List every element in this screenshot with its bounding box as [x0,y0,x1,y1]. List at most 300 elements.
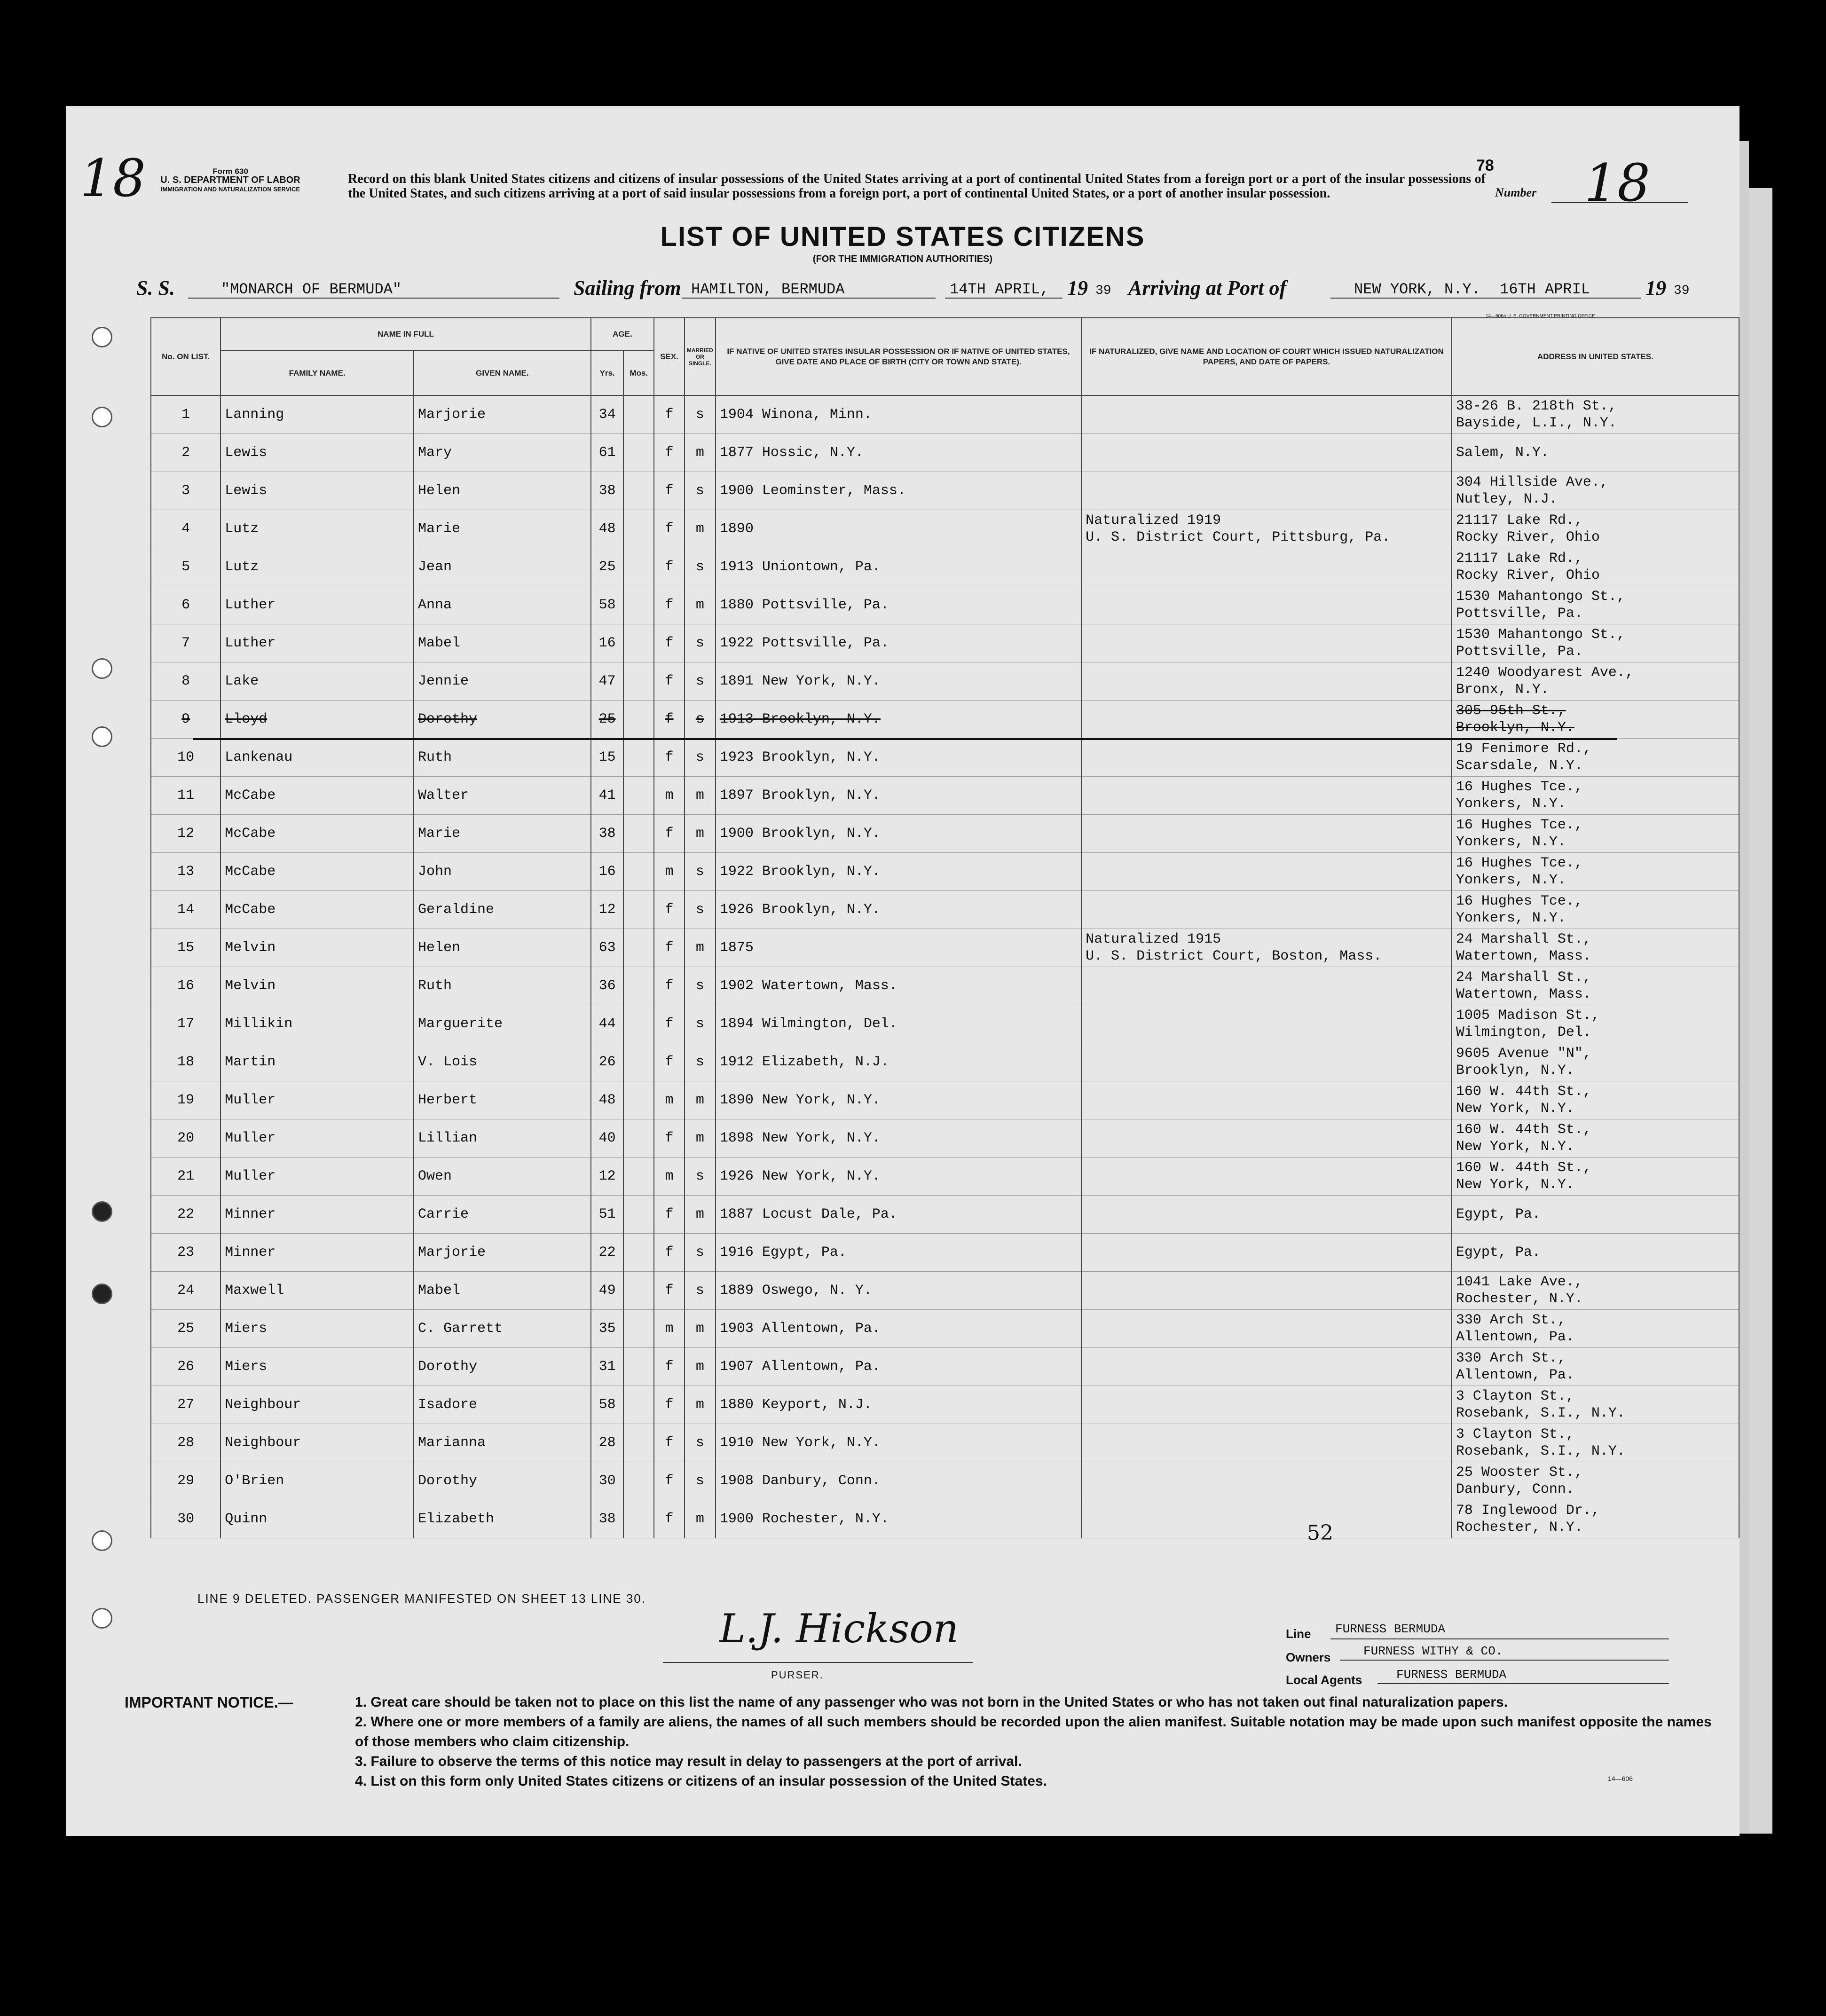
passenger-row [151,1234,1739,1272]
address-line-1: 160 W. 44th St., [1456,1160,1591,1176]
binder-hole [92,1201,112,1222]
naturalization [1081,701,1452,739]
binder-hole [92,1284,112,1304]
age-months [623,1043,654,1081]
address [1452,510,1739,548]
address-line-1: 1005 Madison St., [1456,1008,1600,1024]
age-years: 63 [591,929,624,967]
naturalization [1081,929,1452,967]
age-months [623,1234,654,1272]
family-name: Miers [220,1310,414,1348]
naturalization-line-2: U. S. District Court, Pittsburg, Pa. [1086,529,1391,545]
passenger-row [151,434,1739,472]
naturalization-line-1: Naturalized 1919 [1086,512,1221,528]
passenger-number: 7 [151,624,220,662]
birth-date-place: 1894 Wilmington, Del. [716,1005,1081,1043]
binder-hole [92,327,112,347]
important-notice [125,1693,1714,1791]
naturalization [1081,662,1452,701]
marital-status: m [685,510,716,548]
age-months [623,967,654,1005]
birth-date-place: 1902 Watertown, Mass. [716,967,1081,1005]
passenger-number: 1 [151,395,220,434]
family-name: Lewis [220,472,414,510]
passenger-number: 8 [151,662,220,701]
address-line-1: 330 Arch St., [1456,1350,1566,1366]
naturalization [1081,1158,1452,1196]
marital-status: s [685,1158,716,1196]
given-name: C. Garrett [414,1310,591,1348]
age-months [623,1386,654,1424]
naturalization [1081,1043,1452,1081]
list-subtitle: (FOR THE IMMIGRATION AUTHORITIES) [812,254,993,264]
passenger-row [151,739,1739,777]
marital-status: m [685,1386,716,1424]
birth-date-place: 1900 Leominster, Mass. [716,472,1081,510]
number-underline [1551,202,1688,203]
age-months [623,472,654,510]
birth-date-place: 1916 Egypt, Pa. [716,1234,1081,1272]
notice-item-1: IMPORTANT NOTICE.— 1. Great care should be taken not to place on this list the name of any passenger who was not born in the United States or who has not taken out final naturalization papers. [125,1693,1714,1712]
passenger-row [151,586,1739,624]
date-underline [945,298,1063,299]
marital-status: m [685,586,716,624]
age-months [623,434,654,472]
naturalization [1081,1005,1452,1043]
given-name: Marie [414,510,591,548]
given-name: Marianna [414,1424,591,1462]
address-line-2: Rochester, N.Y. [1456,1291,1583,1307]
given-name: Geraldine [414,891,591,929]
address [1452,1005,1739,1043]
passenger-number: 9 [151,701,220,739]
address [1452,777,1739,815]
age-years: 35 [591,1310,624,1348]
age-months [623,1462,654,1500]
given-name: Marjorie [414,395,591,434]
sex: f [654,548,685,586]
passenger-row [151,1500,1739,1538]
age-months [623,1310,654,1348]
passenger-number: 21 [151,1158,220,1196]
passenger-number: 15 [151,929,220,967]
address-line-1: 330 Arch St., [1456,1312,1566,1328]
passenger-row [151,1005,1739,1043]
given-name: Mabel [414,624,591,662]
page-count-handwritten: 52 [1307,1521,1333,1545]
header-address: ADDRESS IN UNITED STATES. [1452,318,1739,395]
birth-date-place: 1889 Oswego, N. Y. [716,1272,1081,1310]
address [1452,701,1739,739]
header-naturalized: IF NATURALIZED, GIVE NAME AND LOCATION OF COURT WHICH ISSUED NATURALIZATION PAPERS, AND DATE OF PAPERS. [1081,318,1452,395]
address-line-2: Pottsville, Pa. [1456,644,1583,660]
naturalization [1081,1500,1452,1538]
family-name: Muller [220,1158,414,1196]
passenger-number: 11 [151,777,220,815]
marital-status: s [685,701,716,739]
marital-status: s [685,395,716,434]
passenger-number: 19 [151,1081,220,1119]
form-identifier: Form 630 U. S. DEPARTMENT OF LABOR IMMIGRATION AND NATURALIZATION SERVICE [160,167,300,193]
arrival-underline [1330,298,1641,299]
address [1452,395,1739,434]
age-years: 47 [591,662,624,701]
family-name: Lanning [220,395,414,434]
given-name: Marie [414,815,591,853]
passenger-row [151,853,1739,891]
year-prefix-2: 19 [1645,276,1666,299]
age-months [623,1081,654,1119]
passenger-row [151,1158,1739,1196]
sex: f [654,1500,685,1538]
naturalization [1081,1081,1452,1119]
header-name-in-full: NAME IN FULL [220,318,590,351]
given-name: Dorothy [414,1462,591,1500]
age-years: 44 [591,1005,624,1043]
address-line-1: 160 W. 44th St., [1456,1122,1591,1138]
binder-hole [92,1530,112,1551]
binder-hole [92,658,112,679]
age-months [623,739,654,777]
passenger-number: 12 [151,815,220,853]
family-name: Maxwell [220,1272,414,1310]
passenger-number: 14 [151,891,220,929]
passenger-number: 17 [151,1005,220,1043]
binder-hole [92,1608,112,1629]
family-name: Luther [220,624,414,662]
marital-status: s [685,1234,716,1272]
header-married: MARRIED OR SINGLE. [685,318,716,395]
age-years: 51 [591,1196,624,1234]
header-sex: SEX. [654,318,685,395]
sex: f [654,1043,685,1081]
address-line-1: 19 Fenimore Rd., [1456,741,1591,757]
header-given-name: GIVEN NAME. [414,351,591,395]
address-line-1: 25 Wooster St., [1456,1465,1583,1480]
family-name: Melvin [220,929,414,967]
birth-date-place: 1890 New York, N.Y. [716,1081,1081,1119]
address [1452,662,1739,701]
sex: f [654,1348,685,1386]
passenger-row [151,1272,1739,1310]
signature-underline [663,1662,973,1663]
age-months [623,1348,654,1386]
naturalization [1081,1386,1452,1424]
naturalization [1081,1424,1452,1462]
birth-date-place: 1891 New York, N.Y. [716,662,1081,701]
birth-date-place: 1903 Allentown, Pa. [716,1310,1081,1348]
address-line-2: Rosebank, S.I., N.Y. [1456,1443,1625,1459]
family-name: Martin [220,1043,414,1081]
passenger-number: 16 [151,967,220,1005]
address-line-1: 9605 Avenue "N", [1456,1046,1591,1062]
address-line-2: Brooklyn, N.Y. [1456,720,1574,736]
passenger-row [151,662,1739,701]
manifest-page [66,106,1739,1836]
address [1452,548,1739,586]
family-name: Lewis [220,434,414,472]
family-name: Millikin [220,1005,414,1043]
sailing-from-label: Sailing from [574,276,681,299]
passenger-row [151,1348,1739,1386]
address-line-2: Yonkers, N.Y. [1456,872,1566,888]
age-months [623,662,654,701]
sex: f [654,472,685,510]
age-months [623,701,654,739]
given-name: Marguerite [414,1005,591,1043]
address [1452,1424,1739,1462]
marital-status: s [685,1043,716,1081]
record-instructions: Record on this blank United States citizens and citizens of insular possessions of the United States arriving at a port of continental United States from a foreign port or a port of the insular possessions of the United States, and such citizens arriving at a port of said insular possessions from a foreign port, a port of continental United States, or a port of another insular possession. [348,172,1486,201]
address [1452,1386,1739,1424]
passenger-row [151,1386,1739,1424]
header-mos: Mos. [623,351,654,395]
age-months [623,548,654,586]
line-9-strike [193,738,1617,740]
age-years: 58 [591,586,624,624]
passenger-number: 26 [151,1348,220,1386]
address-line-1: 21117 Lake Rd., [1456,551,1583,567]
address [1452,1462,1739,1500]
passenger-row [151,472,1739,510]
age-months [623,777,654,815]
address [1452,891,1739,929]
address-line-1: 1530 Mahantongo St., [1456,627,1625,643]
family-name: Minner [220,1234,414,1272]
naturalization [1081,815,1452,853]
age-years: 58 [591,1386,624,1424]
age-months [623,1119,654,1158]
arrival-date: 16TH APRIL [1500,281,1590,298]
address-line-1: 1530 Mahantongo St., [1456,589,1625,605]
passenger-number: 29 [151,1462,220,1500]
given-name: Isadore [414,1386,591,1424]
arriving-label: Arriving at Port of [1128,276,1287,299]
given-name: Marjorie [414,1234,591,1272]
sex: f [654,434,685,472]
year-prefix-1: 19 [1067,276,1088,299]
sex: m [654,1158,685,1196]
passenger-row [151,929,1739,967]
family-name: McCabe [220,777,414,815]
family-name: Lloyd [220,701,414,739]
address-line-2: Egypt, Pa. [1456,1244,1541,1260]
address-line-2: Bayside, L.I., N.Y. [1456,415,1617,431]
sex: f [654,1234,685,1272]
address-line-1: 38-26 B. 218th St., [1456,398,1617,414]
birth-date-place: 1897 Brooklyn, N.Y. [716,777,1081,815]
passenger-number: 4 [151,510,220,548]
sex: f [654,815,685,853]
age-years: 34 [591,395,624,434]
address-line-2: Egypt, Pa. [1456,1206,1541,1222]
given-name: Dorothy [414,1348,591,1386]
address-line-2: Watertown, Mass. [1456,986,1591,1002]
age-years: 48 [591,1081,624,1119]
address-line-1: 305 95th St., [1456,703,1566,719]
passenger-row [151,1462,1739,1500]
birth-date-place: 1908 Danbury, Conn. [716,1462,1081,1500]
age-years: 12 [591,1158,624,1196]
naturalization [1081,1310,1452,1348]
list-title: LIST OF UNITED STATES CITIZENS [660,221,1145,252]
address [1452,1119,1739,1158]
number-label: Number [1495,186,1537,199]
sex: m [654,1310,685,1348]
address [1452,853,1739,891]
passenger-row [151,815,1739,853]
age-months [623,624,654,662]
family-name: Neighbour [220,1424,414,1462]
given-name: Jean [414,548,591,586]
address-line-1: 16 Hughes Tce., [1456,893,1583,909]
address [1452,1500,1739,1538]
address [1452,1158,1739,1196]
owners-value: FURNESS WITHY & CO. [1363,1644,1503,1658]
passenger-row [151,1196,1739,1234]
given-name: V. Lois [414,1043,591,1081]
sex: f [654,510,685,548]
address-line-2: Rosebank, S.I., N.Y. [1456,1405,1625,1421]
passenger-number: 24 [151,1272,220,1310]
birth-date-place: 1880 Pottsville, Pa. [716,586,1081,624]
address [1452,434,1739,472]
sex: f [654,739,685,777]
marital-status: m [685,1500,716,1538]
birth-date-place: 1912 Elizabeth, N.J. [716,1043,1081,1081]
family-name: Melvin [220,967,414,1005]
address-line-1: 1041 Lake Ave., [1456,1274,1583,1290]
given-name: Lillian [414,1119,591,1158]
age-months [623,510,654,548]
address-line-1: 16 Hughes Tce., [1456,779,1583,795]
age-years: 16 [591,624,624,662]
sex: f [654,1462,685,1500]
naturalization [1081,395,1452,434]
age-years: 25 [591,548,624,586]
port-underline [682,298,936,299]
naturalization [1081,1234,1452,1272]
age-years: 49 [591,1272,624,1310]
address [1452,624,1739,662]
sex: f [654,1386,685,1424]
age-years: 26 [591,1043,624,1081]
address-line-2: Allentown, Pa. [1456,1367,1574,1383]
header-family-name: FAMILY NAME. [220,351,414,395]
passenger-row [151,967,1739,1005]
given-name: John [414,853,591,891]
address-line-2: Rocky River, Ohio [1456,567,1600,583]
line-underline [1330,1638,1669,1639]
age-months [623,1196,654,1234]
printer-mark: 14—606a U. S. GOVERNMENT PRINTING OFFICE [1486,314,1595,319]
agents-label: Local Agents [1286,1673,1362,1687]
ship-underline [188,298,559,299]
purser-label: PURSER. [771,1669,824,1681]
address [1452,1348,1739,1386]
family-name: Luther [220,586,414,624]
age-years: 38 [591,815,624,853]
passenger-number: 25 [151,1310,220,1348]
age-years: 12 [591,891,624,929]
age-years: 28 [591,1424,624,1462]
address-line-2: Rochester, N.Y. [1456,1520,1583,1536]
notice-item-3: 3. Failure to observe the terms of this notice may result in delay to passengers at the port of arrival. [355,1754,1022,1769]
marital-status: m [685,1196,716,1234]
address-line-2: Wilmington, Del. [1456,1024,1591,1040]
number-value: 18 [1584,153,1650,213]
passenger-number: 3 [151,472,220,510]
passenger-number: 30 [151,1500,220,1538]
binder-hole [92,407,112,427]
naturalization [1081,1272,1452,1310]
address-line-1: 16 Hughes Tce., [1456,817,1583,833]
naturalization [1081,510,1452,548]
line-deleted-note: LINE 9 DELETED. PASSENGER MANIFESTED ON SHEET 13 LINE 30. [197,1591,646,1606]
age-months [623,1005,654,1043]
address-line-1: 24 Marshall St., [1456,931,1591,947]
passenger-row [151,510,1739,548]
sex: f [654,662,685,701]
marital-status: s [685,739,716,777]
marital-status: s [685,1462,716,1500]
passenger-row [151,701,1739,739]
sex: f [654,624,685,662]
passenger-row [151,1043,1739,1081]
sex: f [654,1272,685,1310]
notice-form-code: 14—606 [1608,1775,1633,1782]
passenger-number: 2 [151,434,220,472]
marital-status: s [685,472,716,510]
address [1452,815,1739,853]
passenger-row [151,1081,1739,1119]
given-name: Helen [414,472,591,510]
address-line-1: 21117 Lake Rd., [1456,512,1583,528]
birth-date-place: 1904 Winona, Minn. [716,395,1081,434]
corner-handwritten-number: 18 [80,148,146,208]
address-line-1: 3 Clayton St., [1456,1426,1574,1442]
address-line-2: Brooklyn, N.Y. [1456,1063,1574,1079]
birth-date-place: 1913 Brooklyn, N.Y. [716,701,1081,739]
passenger-row [151,891,1739,929]
family-name: O'Brien [220,1462,414,1500]
line-label: Line [1286,1627,1311,1641]
binder-hole [92,726,112,747]
address [1452,472,1739,510]
given-name: Walter [414,777,591,815]
family-name: Lake [220,662,414,701]
sex: f [654,395,685,434]
address-line-2: Allentown, Pa. [1456,1329,1574,1345]
address-line-2: Watertown, Mass. [1456,948,1591,964]
marital-status: s [685,1424,716,1462]
birth-date-place: 1910 New York, N.Y. [716,1424,1081,1462]
family-name: McCabe [220,815,414,853]
naturalization [1081,777,1452,815]
sex: f [654,891,685,929]
naturalization [1081,624,1452,662]
sex: m [654,853,685,891]
address-line-2: Yonkers, N.Y. [1456,834,1566,850]
naturalization [1081,1348,1452,1386]
age-months [623,1500,654,1538]
address-line-2: Nutley, N.J. [1456,491,1558,507]
given-name: Helen [414,929,591,967]
age-years: 61 [591,434,624,472]
birth-date-place: 1922 Pottsville, Pa. [716,624,1081,662]
sex: f [654,1005,685,1043]
passenger-row [151,777,1739,815]
